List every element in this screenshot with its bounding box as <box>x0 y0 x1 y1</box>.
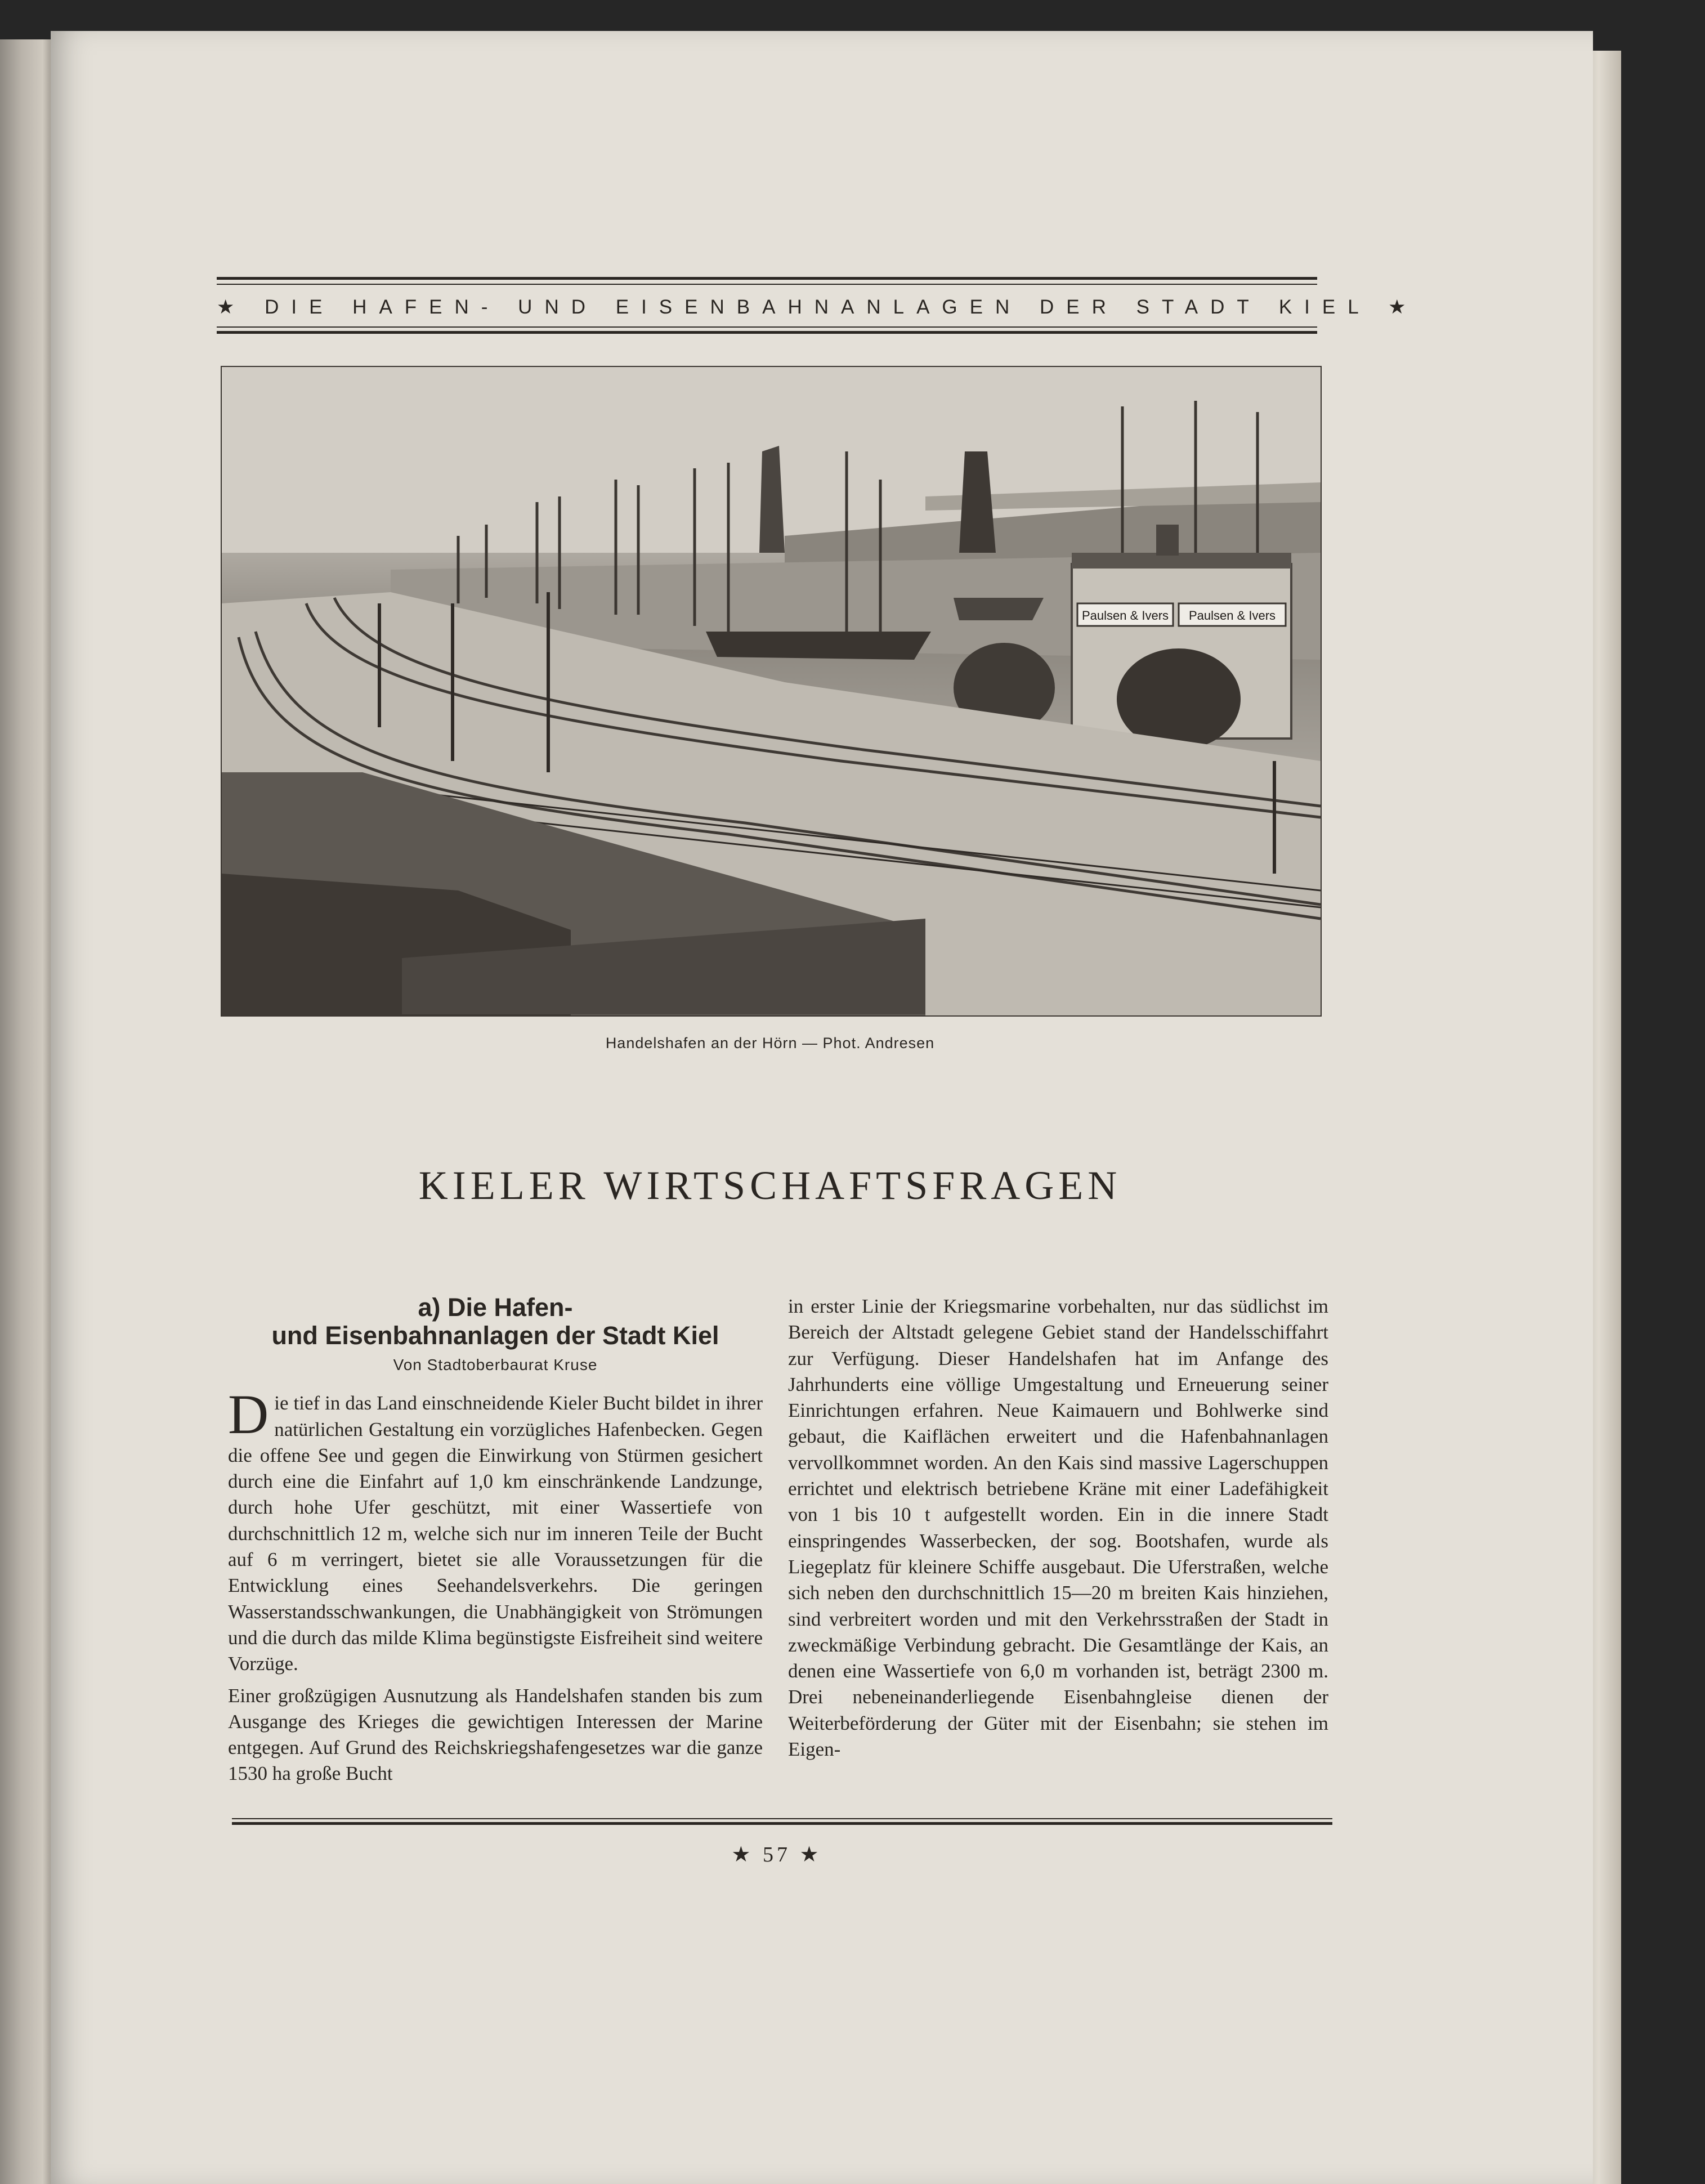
section-heading-line-1: a) Die Hafen- <box>418 1293 573 1322</box>
paragraph-1 <box>228 1383 763 1677</box>
author-byline: Von Stadtoberbaurat Kruse <box>393 1356 598 1373</box>
building-sign-text: Paulsen & Ivers <box>1081 608 1169 623</box>
header-rule-bottom-thick <box>217 331 1317 334</box>
section-heading-line-2: und Eisenbahnanlagen der Stadt Kiel <box>271 1321 719 1350</box>
text-column-right <box>788 1294 1328 1768</box>
article-title: KIELER WIRTSCHAFTSFRAGEN <box>418 1163 1122 1208</box>
paragraph-3: in erster Linie der Kriegsmarine vorbehalten, nur das südlichst im Bereich der Altstadt gelegene Gebiet stand der Handelsschiffahrt zur Verfügung. Dieser Handelshafen hat im Anfange des Jahrhunderts eine völlige Umgestaltung und Erneuerung seiner Einrichtungen erfahren. Neue Kaimauern und Bohlwerke sind gebaut, die Kaiflächen erweitert und die Hafenbahnanlagen vervollkommnet worden. An den Kais sind massive Lagerschuppen errichtet und elektrisch betriebene Kräne mit einer Ladefähigkeit von 1 bis 10 t aufgestellt worden. Ein in die innere Stadt einspringendes Wasserbecken, der sog. Bootshafen, wurde als Liegeplatz für kleinere Schiffe ausgebaut. Die Uferstraßen, welche sich neben den durchschnittlich 15—20 m breiten Kais hinziehen, sind verbreitert worden und mit den Verkehrsstraßen der Stadt in zweckmäßige Verbindung gebracht. Die Gesamtlänge der Kais, an denen eine Wassertiefe von 6,0 m vorhanden ist, beträgt 2300 m. Drei nebeneinanderliegende Eisenbahngleise dienen der Weiterbeförderung der Güter mit der Eisenbahn; sie stehen im Eigen- <box>788 1295 1328 1761</box>
harbor-photograph <box>221 366 1322 1017</box>
page-number: ★ 57 ★ <box>731 1843 822 1867</box>
photo-caption: Handelshafen an der Hörn — Phot. Andresen <box>605 1035 935 1051</box>
header-rule-bottom-thin <box>217 326 1317 328</box>
footer-rule-thin <box>232 1818 1332 1819</box>
drop-cap: D <box>228 1383 269 1446</box>
paragraph-1-text: ie tief in das Land einschneidende Kieler Bucht bildet in ihrer natürlichen Gestaltung ein vorzügliches Hafenbecken. Gegen die offene See und gegen die Einwirkung von Stürmen gesichert durch eine die Einfahrt auf 1,0 km einschränkende Landzunge, durch hohe Ufer geschützt, mit einer Wassertiefe von durchschnittlich 12 m, welche sich nur im inneren Teile der Bucht auf 6 m verringert, bietet sie alle Voraussetzungen für die Entwicklung eines Seehandelsverkehrs. Die geringen Wasserstandsschwankungen, die Unabhängigkeit von Strömungen und die durch das milde Klima begünstigste Eisfreiheit sind weitere Vorzüge. <box>228 1392 763 1675</box>
adjacent-page-edge <box>0 39 53 2184</box>
footer-rule-thick <box>232 1822 1332 1825</box>
building-sign-text-2: Paulsen & Ivers <box>1188 608 1276 623</box>
harbor-photo-illustration <box>222 367 1321 1015</box>
running-header <box>217 277 1418 336</box>
section-heading <box>228 1294 763 1350</box>
text-column-left <box>228 1294 763 1793</box>
header-rule-top-thick <box>217 277 1317 280</box>
running-title: ★ DIE HAFEN- UND EISENBAHNANLAGEN DER STADT KIEL ★ <box>217 296 1418 318</box>
footer-rule <box>232 1818 1332 1825</box>
paragraph-2: Einer großzügigen Ausnutzung als Handelshafen standen bis zum Ausgange des Krieges die gewichtigen Interessen der Marine entgegen. Auf Grund des Reichskriegshafengesetzes war die ganze 1530 ha große Bucht <box>228 1684 763 1785</box>
header-rule-top-thin <box>217 284 1317 285</box>
